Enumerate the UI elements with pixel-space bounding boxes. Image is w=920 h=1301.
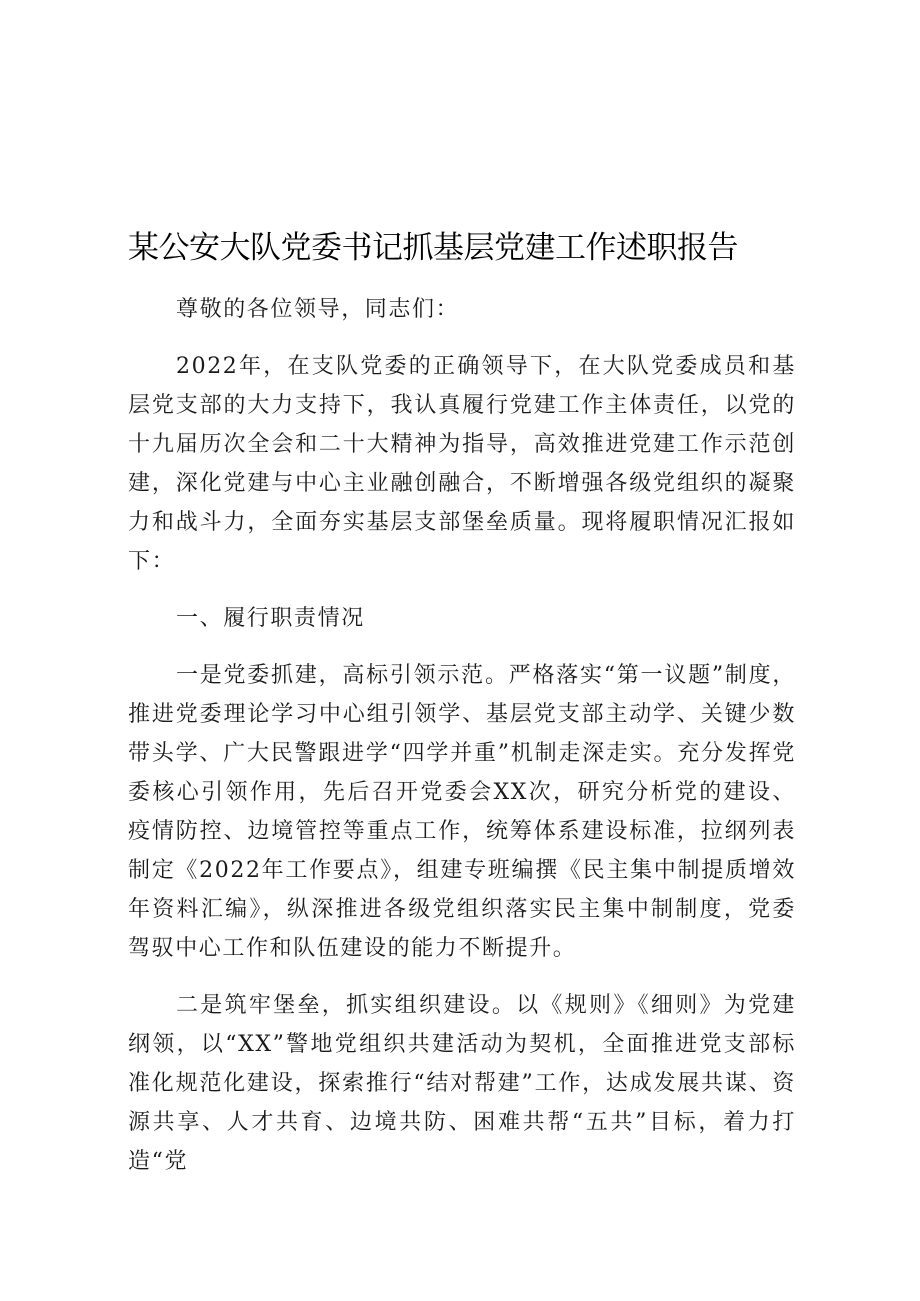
intro-paragraph: 2022年，在支队党委的正确领导下，在大队党委成员和基层党支部的大力支持下，我认真履行党建工作主体责任，以党的十九届历次全会和二十大精神为指导，高效推进党建工作示范创建，深化党建与中心主业融创融合，不断增强各级党组织的凝聚力和战斗力，全面夯实基层支部堡垒质量。现将履职情况汇报如下： (128, 354, 796, 574)
document-title: 某公安大队党委书记抓基层党建工作述职报告 (128, 230, 738, 266)
greeting-paragraph: 尊敬的各位领导，同志们： (176, 297, 460, 322)
document-body (128, 290, 796, 1181)
section-heading: 一、履行职责情况 (176, 606, 365, 631)
point-one-paragraph: 一是党委抓建，高标引领示范。严格落实“第一议题”制度，推进党委理论学习中心组引领学、基层党支部主动学、关键少数带头学、广大民警跟进学“四学并重”机制走深走实。充分发挥党委核心引领作用，先后召开党委会XX次，研究分析党的建设、疫情防控、边境管控等重点工作，统筹体系建设标准，拉纲列表制定《2022年工作要点》，组建专班编撰《民主集中制提质增效年资料汇编》，纵深推进各级党组织落实民主集中制制度，党委驾驭中心工作和队伍建设的能力不断提升。 (128, 663, 796, 961)
point-two-paragraph: 二是筑牢堡垒，抓实组织建设。以《规则》《细则》为党建纲领，以“XX”警地党组织共建活动为契机，全面推进党支部标准化规范化建设，探索推行“结对帮建”工作，达成发展共谋、资源共享、人才共育、边境共防、困难共帮“五共”目标，着力打造“党 (128, 993, 796, 1174)
